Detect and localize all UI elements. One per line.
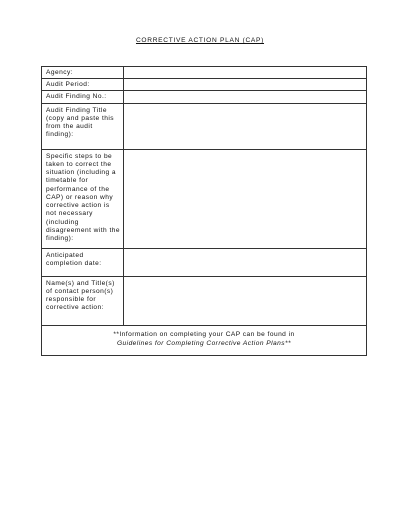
- audit-finding-title-label: Audit Finding Title (copy and paste this from the audit finding):: [42, 103, 124, 149]
- agency-field[interactable]: [124, 67, 367, 79]
- footer-note: [42, 325, 367, 356]
- form-row-audit-finding-title: [42, 103, 367, 149]
- form-row-audit-finding-no: [42, 91, 367, 103]
- specific-steps-label: Specific steps to be taken to correct the situation (including a timetable for performance of the CAP) or reason why corrective action is not necessary (including disagreement with the finding):: [42, 149, 124, 248]
- audit-period-label: Audit Period:: [42, 79, 124, 91]
- cap-form-table: [41, 66, 367, 356]
- audit-period-field[interactable]: [124, 79, 367, 91]
- footer-note-line-1: **Information on completing your CAP can be found in: [113, 330, 295, 338]
- form-row-footer-note: [42, 325, 367, 356]
- agency-label: Agency:: [42, 67, 124, 79]
- contact-persons-field[interactable]: [124, 276, 367, 325]
- audit-finding-no-label: Audit Finding No.:: [42, 91, 124, 103]
- form-row-audit-period: [42, 79, 367, 91]
- audit-finding-no-field[interactable]: [124, 91, 367, 103]
- form-row-completion-date: [42, 248, 367, 276]
- form-row-specific-steps: [42, 149, 367, 248]
- footer-note-line-2: Guidelines for Completing Corrective Action Plans**: [116, 339, 292, 347]
- audit-finding-title-field[interactable]: [124, 103, 367, 149]
- form-row-agency: [42, 67, 367, 79]
- specific-steps-field[interactable]: [124, 149, 367, 248]
- contact-persons-label: Name(s) and Title(s) of contact person(s) responsible for corrective action:: [42, 276, 124, 325]
- page-title: CORRECTIVE ACTION PLAN (CAP): [135, 37, 265, 44]
- completion-date-label: Anticipated completion date:: [42, 248, 124, 276]
- form-row-contact-persons: [42, 276, 367, 325]
- completion-date-field[interactable]: [124, 248, 367, 276]
